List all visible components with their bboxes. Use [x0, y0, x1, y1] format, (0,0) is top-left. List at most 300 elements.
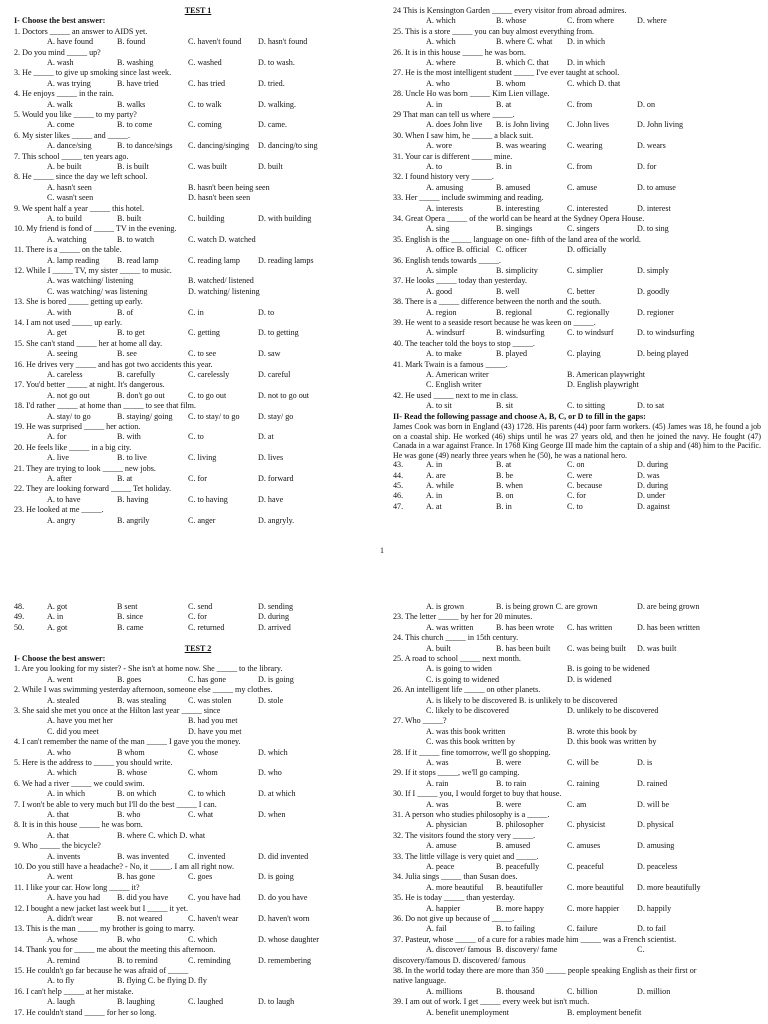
question: 9. We spent half a year _____ this hotel. [14, 203, 145, 213]
answer-table-row [393, 481, 761, 491]
answer-options [47, 675, 382, 685]
question: 19. He was surprised _____ her action. [14, 421, 141, 431]
answer-option: 50. [14, 622, 25, 632]
answer-table-row [393, 491, 761, 501]
answer-option: A. rain [426, 778, 449, 788]
answer-option: C. from where [567, 16, 614, 26]
answer-option: B. has been built [496, 643, 551, 653]
answer-option: D. are being grown [637, 602, 700, 611]
answer-option: B. wrote this book by [567, 726, 637, 736]
answer-option: D. which [258, 747, 288, 757]
answer-option: A. get [47, 328, 67, 338]
answer-option: D. against [637, 501, 670, 511]
answer-option: D. tried. [258, 78, 285, 88]
answer-option: A. hasn't seen [47, 182, 92, 192]
answer-option: C. wearing [567, 141, 603, 151]
answer-option: A. millions [426, 986, 463, 996]
answer-option: D. for [637, 161, 657, 171]
answer-option: A. come [47, 120, 75, 130]
question: 10. Do you still have a headache? - No, it _____. I am all right now. [14, 861, 234, 871]
answer-option: A. have found [47, 37, 94, 47]
answer-options [47, 495, 382, 505]
answer-option: A. have you had [47, 893, 101, 903]
answer-options [426, 204, 761, 214]
answer-option: D. hasn't found [258, 37, 308, 47]
answer-options [426, 664, 761, 674]
question: 27. Who _____? [393, 716, 447, 726]
answer-option: B. don't go out [117, 390, 165, 400]
answer-option: B. to failing [496, 924, 535, 934]
question: 4. He enjoys _____ in the rain. [14, 89, 114, 99]
question: 34. Great Opera _____ of the world can be heard at the Sydney Opera House. [393, 213, 645, 223]
answer-option: C. more happier [567, 903, 620, 913]
answer-option: B. laughing [117, 997, 155, 1007]
answer-option: C. amuse [567, 182, 598, 192]
question: 2. While I was swimming yesterday afternoon, someone else _____ my clothes. [14, 685, 273, 695]
question: 34. Julia sings _____ than Susan does. [393, 872, 518, 882]
answer-option: D. rained [637, 778, 668, 788]
answer-option: B. more happy [496, 903, 544, 913]
answer-option: B. on which [117, 789, 157, 799]
answer-table-row [393, 471, 761, 481]
answer-option: A. didn't wear [47, 913, 93, 923]
answer-option: D. to sing [637, 224, 669, 234]
question: 13. This is the man _____ my brother is going to marry. [14, 924, 195, 934]
answer-option: B. which C. that [496, 58, 549, 67]
answer-option: C. to stay/ to go [188, 411, 240, 421]
answer-option: A. where [426, 58, 456, 67]
answer-option: C. haven't wear [188, 913, 239, 923]
answer-option: D. to wash. [258, 58, 295, 68]
answer-option: C. simplier [567, 265, 603, 275]
answer-option: A. in [426, 491, 443, 501]
question: 39. I am out of work. I get _____ every week but isn't much. [393, 997, 590, 1007]
answer-option: D. will be [637, 799, 670, 809]
answer-options [426, 328, 761, 338]
answer-option: C. to [567, 501, 583, 511]
answer-option: D. when [258, 809, 286, 819]
question: 24 This is Kensington Garden _____ every visitor from abroad admires. [393, 6, 627, 15]
answer-option: A. to build [47, 213, 82, 223]
answer-option: B. employment benefit [567, 1007, 642, 1017]
spacer [14, 633, 382, 643]
question: 3. She said she met you once at the Hilton last year _____ since [14, 705, 221, 715]
answer-option: C. building [188, 213, 225, 223]
answer-option: A. wore [426, 141, 453, 151]
answer-option: C. raining [567, 778, 600, 788]
answer-option: B. to get [117, 328, 145, 338]
answer-options [426, 987, 761, 997]
question: 4. I can't remember the name of the man _____ I gave you the money. [14, 737, 241, 747]
answer-option: D. to sat [637, 401, 665, 411]
answer-option: D. saw [258, 349, 281, 359]
answer-option: C. [637, 945, 645, 955]
answer-option: C. likely to be discovered [426, 705, 509, 715]
answer-option: B. beautifuller [496, 882, 543, 892]
answer-option: C. playing [567, 349, 601, 359]
answer-option: A. in [426, 460, 443, 470]
answer-option: C. to which [188, 789, 226, 799]
answer-options [426, 696, 761, 706]
answer-option: 44. [393, 470, 404, 480]
answer-option: A. office B. official [426, 245, 490, 255]
answer-option: D. at [258, 432, 274, 442]
question: discovery/famous D. discovered/ famous [393, 955, 526, 965]
answer-option: A. region [426, 307, 457, 317]
question: 17. He couldn't stand _____ for her so long. [14, 1007, 157, 1017]
answer-option: B. found [117, 37, 146, 47]
answer-options [47, 997, 382, 1007]
answer-option: B. when [496, 481, 523, 491]
answer-option: A. American writer [426, 369, 489, 379]
answer-table-row [14, 612, 382, 622]
answer-option: A. laugh [47, 997, 75, 1007]
answer-option: D. careful [258, 369, 291, 379]
question: 36. English tends towards _____. [393, 255, 501, 265]
answer-option: A. in which [47, 789, 85, 799]
answer-options [426, 862, 761, 872]
answer-options [47, 976, 382, 986]
answer-option: A. lamp reading [47, 255, 100, 265]
question: 5. Would you like _____ to my party? [14, 110, 137, 119]
question: 7. I won't be able to very much but I'll do the best _____ I can. [14, 799, 217, 809]
answer-option: B. were [496, 799, 522, 809]
answer-option: A. built [426, 643, 451, 653]
answer-option: A. discover/ famous [426, 945, 492, 955]
answer-option: C. for [188, 612, 207, 622]
answer-option: A. in [426, 99, 443, 109]
answer-option: D. arrived [258, 622, 291, 632]
answer-option: B. who [117, 934, 141, 944]
answer-option: C. dancing/singing [188, 141, 250, 151]
answer-option: B. discovery/ fame [496, 945, 558, 955]
answer-option: A. who [426, 78, 450, 88]
answer-option: C. for [188, 473, 207, 483]
answer-option: A. is grown [426, 602, 464, 611]
answer-option: C. anger [188, 515, 216, 525]
answer-option: A. that [47, 830, 70, 840]
answer-options [47, 370, 382, 380]
answer-option: C. to walk [188, 99, 222, 109]
question: 33. The little village is very quiet and _____. [393, 851, 539, 861]
answer-option: C. am [567, 799, 587, 809]
answer-option: C. washed [188, 58, 222, 68]
answer-options [47, 412, 382, 422]
answer-option: C. John lives [567, 120, 610, 130]
section-heading: I- Choose the best answer: [14, 653, 106, 663]
answer-option: D. to amuse [637, 182, 676, 192]
question: 29 That man can tell us where _____. [393, 109, 515, 119]
answer-option: D. not to go out [258, 390, 310, 400]
answer-option: C. goes [188, 872, 213, 882]
answer-option: D. peaceless [637, 861, 678, 871]
answer-option: A. went [47, 872, 73, 882]
answer-option: D. to [258, 307, 275, 317]
page-separator [0, 565, 768, 600]
answer-option: B. see [117, 349, 137, 359]
answer-option: A. which [426, 37, 456, 47]
answer-options [426, 380, 761, 390]
question: 15. She can't stand _____ her at home all day. [14, 338, 163, 348]
answer-option: D. sending [258, 602, 294, 611]
question: 17. You'd better _____ at night. It's dangerous. [14, 380, 165, 390]
answer-option: D. to windsurfing [637, 328, 695, 338]
answer-option: B. windsurfing [496, 328, 545, 338]
answer-option: D. do you have [258, 893, 308, 903]
answer-option: B. has been wrote [496, 622, 554, 632]
question: 36. Do not give up because of _____. [393, 913, 515, 923]
answer-option: C. returned [188, 622, 225, 632]
answer-option: D. at which [258, 789, 296, 799]
answer-option: C. reading lamp [188, 255, 240, 265]
answer-option: D. during [637, 460, 669, 470]
answer-options [47, 831, 382, 841]
question: 16. He drives very _____ and has got two accidents this year. [14, 359, 213, 369]
answer-option: D. lives [258, 453, 284, 463]
answer-option: C. laughed [188, 997, 224, 1007]
answer-options [426, 1008, 761, 1018]
question: 29. If it stops _____, we'll go camping. [393, 768, 520, 778]
answer-options [47, 810, 382, 820]
answer-option: D. remembering [258, 955, 312, 965]
answer-option: B. American playwright [567, 369, 645, 379]
answer-option: D. reading lamps [258, 255, 314, 265]
answer-option: A. windsurf [426, 328, 465, 338]
answer-option: B. carefully [117, 369, 156, 379]
question: 35. He is today _____ than yesterday. [393, 893, 515, 903]
answer-option: D. regioner [637, 307, 674, 317]
question: 37. He looks _____ today than yesterday. [393, 276, 527, 286]
answer-option: B. to live [117, 453, 147, 463]
answer-option: D. in which [567, 58, 605, 67]
answer-option: A. not go out [47, 390, 90, 400]
answer-option: A. is likely to be discovered B. is unlikely to be discovered [426, 695, 618, 705]
question: 5. Here is the address to _____ you should write. [14, 757, 173, 767]
answer-options [47, 453, 382, 463]
answer-option: B. is built [117, 162, 149, 171]
answer-option: B. sit [496, 401, 514, 411]
answer-option: C. for [567, 491, 586, 501]
answer-option: D. fly [188, 976, 207, 986]
answer-option: D. built [258, 162, 283, 171]
answer-option: C. were [567, 470, 593, 480]
answer-option: D. during [637, 481, 669, 491]
answer-option: B. whose [117, 768, 148, 778]
answer-option: B. in [496, 161, 512, 171]
question: 11. There is a _____ on the table. [14, 245, 122, 255]
answer-option: A. happier [426, 903, 461, 913]
answer-option: D. is going [258, 872, 294, 882]
answer-options [426, 675, 761, 685]
answer-options [47, 432, 382, 442]
answer-option: B. hasn't been being seen [188, 182, 270, 192]
answer-option: D. where [637, 16, 667, 26]
question: 25. A road to school _____ next month. [393, 653, 521, 663]
question: 26. An intelligent life _____ on other planets. [393, 685, 541, 695]
answer-option: A. simple [426, 265, 458, 275]
question: 13. She is bored _____ getting up early. [14, 297, 143, 307]
answer-options [47, 328, 382, 338]
page-number: 1 [380, 546, 384, 555]
answer-option: B. to dance/sings [117, 141, 173, 151]
answer-option: D. is [637, 757, 653, 767]
question: 33. Her _____ include swimming and reading. [393, 193, 544, 203]
answer-option: B sent [117, 602, 138, 611]
answer-option: A. remind [47, 955, 80, 965]
answer-option: A. watching [47, 234, 87, 244]
question: 11. I like your car. How long _____ it? [14, 882, 140, 892]
page-one-left-column [14, 6, 382, 526]
answer-option: A. in [47, 612, 64, 622]
question: 32. I found history very _____. [393, 172, 494, 182]
answer-option: B. at [496, 460, 512, 470]
answer-option: B. has gone [117, 872, 155, 882]
answer-option: D. English playwright [567, 380, 639, 390]
answer-option: B. not weared [117, 913, 163, 923]
answer-option: C. did you meet [47, 726, 99, 736]
answer-options [47, 768, 382, 778]
answer-option: D. simply [637, 265, 669, 275]
question: 25. This is a store _____ you can buy almost everything from. [393, 26, 595, 36]
answer-option: B. in [496, 501, 512, 511]
answer-option: B. to rain [496, 778, 527, 788]
answer-option: D. physical [637, 820, 674, 830]
answer-options [47, 256, 382, 266]
question: 23. He looked at me _____. [14, 505, 104, 515]
answer-option: D. is going [258, 674, 294, 684]
answer-options [47, 872, 382, 882]
answer-option: A. seeing [47, 349, 78, 359]
answer-options [426, 800, 761, 810]
question: 6. My sister likes _____ and _____. [14, 130, 131, 140]
answer-option: C. was being built [567, 643, 626, 653]
answer-option: C. amuses [567, 841, 601, 851]
answer-options [426, 162, 761, 172]
answer-option: C. failure [567, 924, 598, 934]
answer-options [47, 183, 382, 193]
answer-option: A. invents [47, 851, 81, 861]
answer-option: C. living [188, 453, 217, 463]
answer-option: C. to windsurf [567, 328, 614, 338]
answer-option: D. to getting [258, 328, 299, 338]
answer-option: C. to [188, 432, 204, 442]
answer-option: A. careless [47, 369, 83, 379]
answer-option: C. from [567, 161, 593, 171]
answer-option: D. forward [258, 473, 294, 483]
answer-option: A. which [47, 768, 77, 778]
question: 32. The visitors found the story very _____. [393, 830, 536, 840]
answer-options [426, 287, 761, 297]
question: 27. He is the most intelligent student _____ I've ever taught at school. [393, 68, 620, 78]
question: 24. This church _____ in 15th century. [393, 633, 519, 643]
answer-option: D. during [258, 612, 290, 622]
answer-options [426, 120, 761, 130]
answer-option: A. wash [47, 58, 74, 68]
question: native language. [393, 976, 447, 986]
answer-option: B. is going to be widened [567, 664, 650, 674]
answer-options [426, 349, 761, 359]
answer-option: B. to come [117, 120, 153, 130]
answer-option: D. million [637, 986, 671, 996]
answer-options [426, 37, 761, 47]
question: 10. My friend is fond of _____ TV in the evening. [14, 224, 177, 234]
answer-options [47, 935, 382, 945]
question: 12. I bought a new jacket last week but I _____ it yet. [14, 903, 188, 913]
answer-options [426, 224, 761, 234]
answer-option: B. who [117, 809, 141, 819]
answer-option: D. John living [637, 120, 684, 130]
answer-option: A. which [426, 16, 456, 26]
answer-option: B. where C. what [496, 37, 553, 47]
question: 1. Are you looking for my sister? - She isn't at home now. She _____ to the library. [14, 664, 283, 674]
answer-option: B. at [496, 99, 512, 109]
answer-option: B. flying C. be flying [117, 976, 187, 986]
answer-option: C. because [567, 481, 603, 491]
answer-option: B. since [117, 612, 144, 622]
answer-options [47, 58, 382, 68]
answer-option: D. who [258, 768, 282, 778]
question: 15. He couldn't go far because he was afraid of _____ [14, 965, 189, 975]
answer-option: D. officially [567, 245, 607, 255]
question: 8. It is in this house _____ he was born. [14, 820, 143, 830]
answer-option: B. of [117, 307, 134, 317]
answer-options [426, 308, 761, 318]
answer-options [47, 516, 382, 526]
answer-options [47, 852, 382, 862]
answer-option: B. had you met [188, 716, 238, 726]
answer-option: B. washing [117, 58, 154, 68]
page-one-right-column [393, 6, 761, 512]
question: 28. Uncle Ho was born _____ Kim Lien village. [393, 89, 550, 99]
answer-option: C. has gone [188, 674, 226, 684]
answer-option: A. to [426, 161, 443, 171]
answer-option: C. which [188, 934, 218, 944]
answer-option: A. be built [47, 162, 82, 171]
answer-option: C. more beautiful [567, 882, 624, 892]
question: 16. I can't help _____ at her mistake. [14, 986, 134, 996]
answer-option: B. peacefully [496, 861, 540, 871]
answer-option: D. angryly. [258, 515, 295, 525]
answer-option: B. walks [117, 99, 146, 109]
answer-option: D. stole [258, 695, 284, 705]
section-heading: I- Choose the best answer: [14, 16, 106, 26]
section-heading: II- Read the following passage and choose A, B, C, or D to fill in the gaps: [393, 411, 646, 421]
answer-options [47, 214, 382, 224]
answer-option: A. benefit unemployment [426, 1007, 509, 1017]
answer-option: D. goodly [637, 286, 670, 296]
question: 23. The letter _____ by her for 20 minutes. [393, 612, 533, 622]
answer-options [47, 349, 382, 359]
page-two-left-column [14, 602, 382, 1018]
answer-option: D. stay/ go [258, 411, 294, 421]
answer-option: D. have you met [188, 726, 242, 736]
answer-options [47, 727, 382, 737]
answer-option: C. English writer [426, 380, 482, 390]
answer-options [426, 737, 761, 747]
answer-option: C. officer [496, 245, 527, 255]
answer-option: B. built [117, 213, 142, 223]
answer-option: A. amuse [426, 841, 457, 851]
answer-option: B. came [117, 622, 144, 632]
answer-option: D. with building [258, 213, 312, 223]
answer-options [426, 141, 761, 151]
answer-option: D. is widened [567, 674, 612, 684]
answer-options [47, 162, 382, 172]
answer-option: A. after [47, 473, 72, 483]
question: 7. This school _____ ten years ago. [14, 151, 129, 161]
answer-option: A. was [426, 757, 449, 767]
answer-option: D. happily [637, 903, 672, 913]
